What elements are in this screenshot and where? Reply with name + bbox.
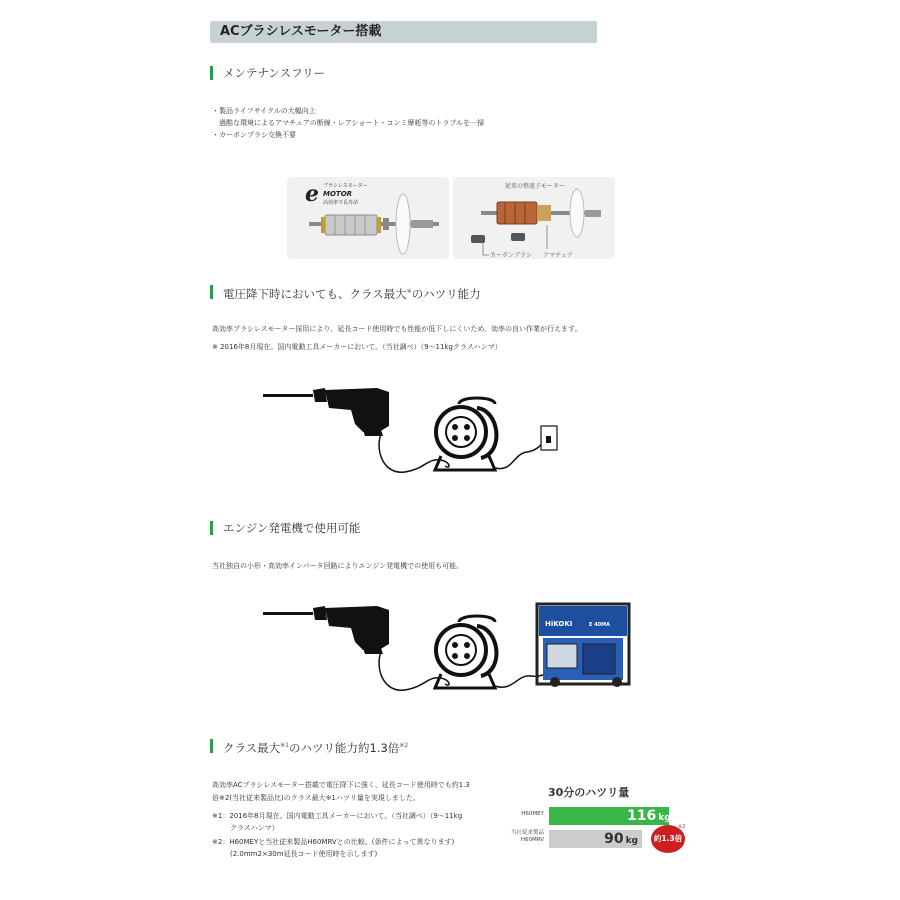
chart-title: 30分のハツリ量 [548,786,630,799]
bar-category-label-line: H60MRV [520,837,544,843]
conventional-motor-caption: 従来の整流子モーター [505,183,565,190]
section4-body-line1: 高効率ACブラシレスモーター搭載で電圧降下に強く、延長コード使用時でも約1.3 [212,781,470,789]
cord-reel-icon [435,398,496,470]
bar-value-label [627,807,671,825]
bar-category-label [490,830,544,844]
section-heading-generator: エンジン発電機で使用可能 [210,521,360,535]
hammer-reel-generator-illustration [255,598,635,708]
section2-body: 高効率ブラシレスモーター採用により、延長コード使用時でも性能が低下しにくいため、効率の良い作業が行えます。 [212,325,582,333]
section4-notes [212,810,462,860]
emotor-logo-main: MOTOR [323,190,353,198]
section4-body [212,779,470,805]
label-carbon-brush: カーボンブラシ [490,252,533,259]
emotor-logo-top: ブラシレスモーター [323,183,368,189]
chipping-amount-chart [490,800,700,860]
section3-body: 当社独自の小形・高効率インバータ回路によりエンジン発電機での使用も可能。 [212,562,464,570]
section-heading-voltage-drop-text: 電圧降下時においても、クラス最大 [223,286,407,301]
section4-body-line2: 倍※2(当社従来製品比)のクラス最大※1ハツリ量を実現しました。 [212,794,420,802]
bullet-item: ・カーボンブラシ交換不要 [212,131,296,139]
section-heading-maintenance-free: メンテナンスフリー [210,66,325,80]
bar-value-number: 90 [604,831,624,847]
conventional-motor-photo [453,177,615,259]
hammer-reel-outlet-illustration [255,380,575,490]
conventional-motor-illustration [453,177,615,259]
note2-text-cont: (2.0mm2×30m延長コード使用時を示します) [230,850,378,858]
bar-value-number: 116 [627,808,657,824]
section-heading-voltage-drop-tail: のハツリ能力 [411,286,481,301]
page-banner: ACブラシレスモーター搭載 [210,21,597,43]
brushless-motor-photo [287,177,449,259]
note2-mark: ※2： [212,838,230,846]
wall-outlet-icon [541,426,557,450]
bar-value-label [600,830,638,848]
ratio-badge: 約1.3倍 [651,825,685,853]
generator-brand: HiKOKI [545,620,573,628]
bullet-item: ・製品ライフサイクルの大幅向上 [212,107,316,115]
note-mark: ※ [406,288,412,295]
svg-text:e: e [305,181,319,207]
note1-mark: ※1： [212,812,230,820]
bar-category-label-line: 当社従来製品 [510,830,544,836]
section-heading-voltage-drop [210,285,481,299]
emotor-logo-sub: 高効率で長寿命 [323,200,359,206]
section4-heading-a: クラス最大 [223,740,281,755]
note-mark-2: ※2 [399,742,409,749]
engine-generator-icon [537,604,629,687]
note1-text: 2016年8月現在。国内電動工具メーカーにおいて。（当社調べ）（9～11kg [229,812,463,820]
bullet-list [212,105,484,141]
bar-category-label-line: H60MEY [521,811,544,817]
section-heading-class-max [210,739,408,753]
label-armature: アマチュア [543,252,573,259]
brushless-motor-illustration [287,177,449,259]
section2-note: ※ 2016年8月現在。国内電動工具メーカーにおいて。（当社調べ）（9～11kgクラスハンマ） [212,343,502,351]
note2-text: H60MEYと当社従来製品H60MRVとの比較。(条件によって異なります) [229,838,455,846]
bar-value-unit: kg [625,836,638,846]
bar-category-label [490,811,544,818]
badge-note-mark: ※2 [678,824,686,830]
note-mark-1: ※1 [280,742,290,749]
generator-model: E 40MA [589,622,610,628]
bullet-item: 過酷な環境によるアマチュアの断線・レアショート・コンミ摩耗等のトラブルを一掃 [212,119,485,127]
note1-text-cont: クラスハンマ） [230,824,279,832]
cord-reel-icon [435,616,496,688]
bar-value-unit: kg [658,813,671,823]
section4-heading-b: のハツリ能力約1.3倍 [289,740,400,755]
